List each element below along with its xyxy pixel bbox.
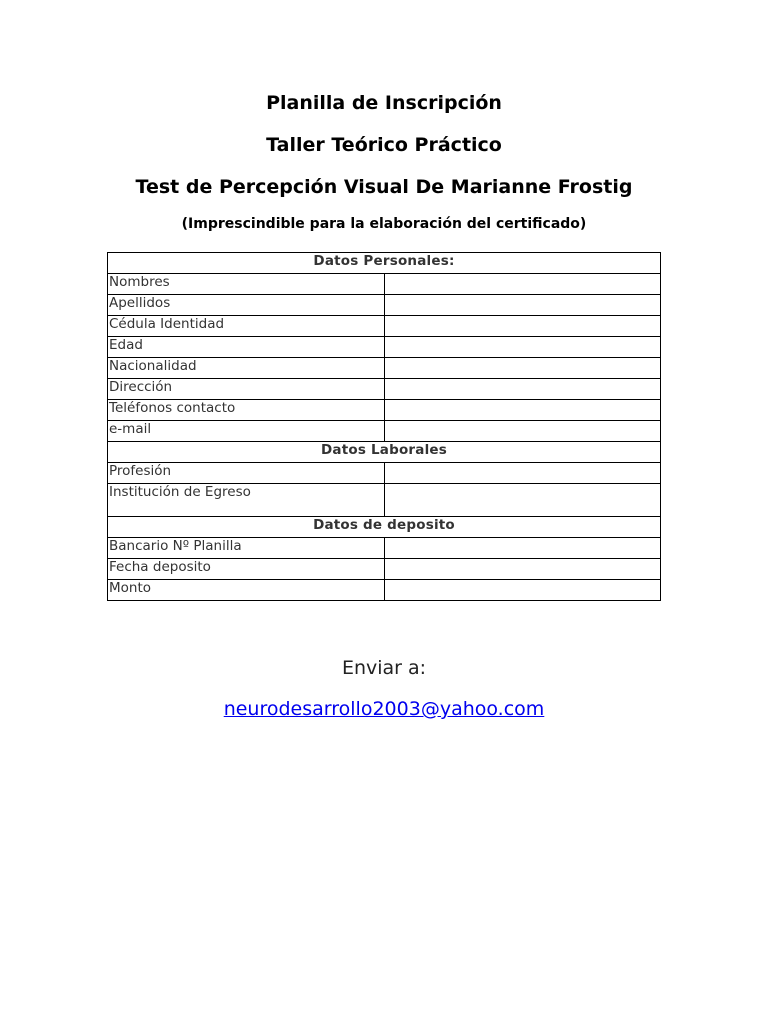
field-input-profesion[interactable] [384, 463, 661, 484]
deposit-data-heading: Datos de deposito [108, 517, 661, 538]
field-label-direccion: Dirección [108, 379, 385, 400]
field-input-edad[interactable] [384, 337, 661, 358]
field-input-apellidos[interactable] [384, 295, 661, 316]
form-row-nombres [108, 274, 661, 295]
form-row-direccion [108, 379, 661, 400]
form-row-telefonos [108, 400, 661, 421]
section-header-row [108, 517, 661, 538]
section-header-row [108, 442, 661, 463]
field-input-email[interactable] [384, 421, 661, 442]
field-input-telefonos[interactable] [384, 400, 661, 421]
form-row-fecha [108, 559, 661, 580]
form-row-profesion [108, 463, 661, 484]
form-row-bancario [108, 538, 661, 559]
field-label-fecha: Fecha deposito [108, 559, 385, 580]
email-line [0, 697, 768, 721]
form-row-cedula [108, 316, 661, 337]
title-line-2: Taller Teórico Práctico [266, 134, 502, 156]
title-line-3: Test de Percepción Visual De Marianne Frostig [135, 176, 633, 198]
field-input-monto[interactable] [384, 580, 661, 601]
field-label-cedula: Cédula Identidad [108, 316, 385, 337]
field-label-apellidos: Apellidos [108, 295, 385, 316]
form-row-email [108, 421, 661, 442]
field-input-direccion[interactable] [384, 379, 661, 400]
send-to-label: Enviar a: [341, 657, 427, 679]
field-label-email: e-mail [108, 421, 385, 442]
field-label-institucion: Institución de Egreso [108, 484, 385, 517]
field-input-institucion[interactable] [384, 484, 661, 517]
field-input-nombres[interactable] [384, 274, 661, 295]
field-input-cedula[interactable] [384, 316, 661, 337]
field-input-nacionalidad[interactable] [384, 358, 661, 379]
certificate-note: (Imprescindible para la elaboración del certificado) [181, 216, 587, 232]
form-row-institucion [108, 484, 661, 517]
field-label-monto: Monto [108, 580, 385, 601]
field-label-telefonos: Teléfonos contacto [108, 400, 385, 421]
field-input-fecha[interactable] [384, 559, 661, 580]
field-label-nombres: Nombres [108, 274, 385, 295]
field-label-edad: Edad [108, 337, 385, 358]
field-label-profesion: Profesión [108, 463, 385, 484]
title-line-1: Planilla de Inscripción [266, 92, 502, 114]
field-label-nacionalidad: Nacionalidad [108, 358, 385, 379]
field-input-bancario[interactable] [384, 538, 661, 559]
form-row-apellidos [108, 295, 661, 316]
section-header-row [108, 253, 661, 274]
work-data-heading: Datos Laborales [108, 442, 661, 463]
personal-data-heading: Datos Personales: [108, 253, 661, 274]
form-row-monto [108, 580, 661, 601]
form-row-edad [108, 337, 661, 358]
email-link[interactable]: neurodesarrollo2003@yahoo.com [223, 698, 545, 720]
registration-form-table [107, 252, 661, 601]
form-row-nacionalidad [108, 358, 661, 379]
field-label-bancario: Bancario Nº Planilla [108, 538, 385, 559]
